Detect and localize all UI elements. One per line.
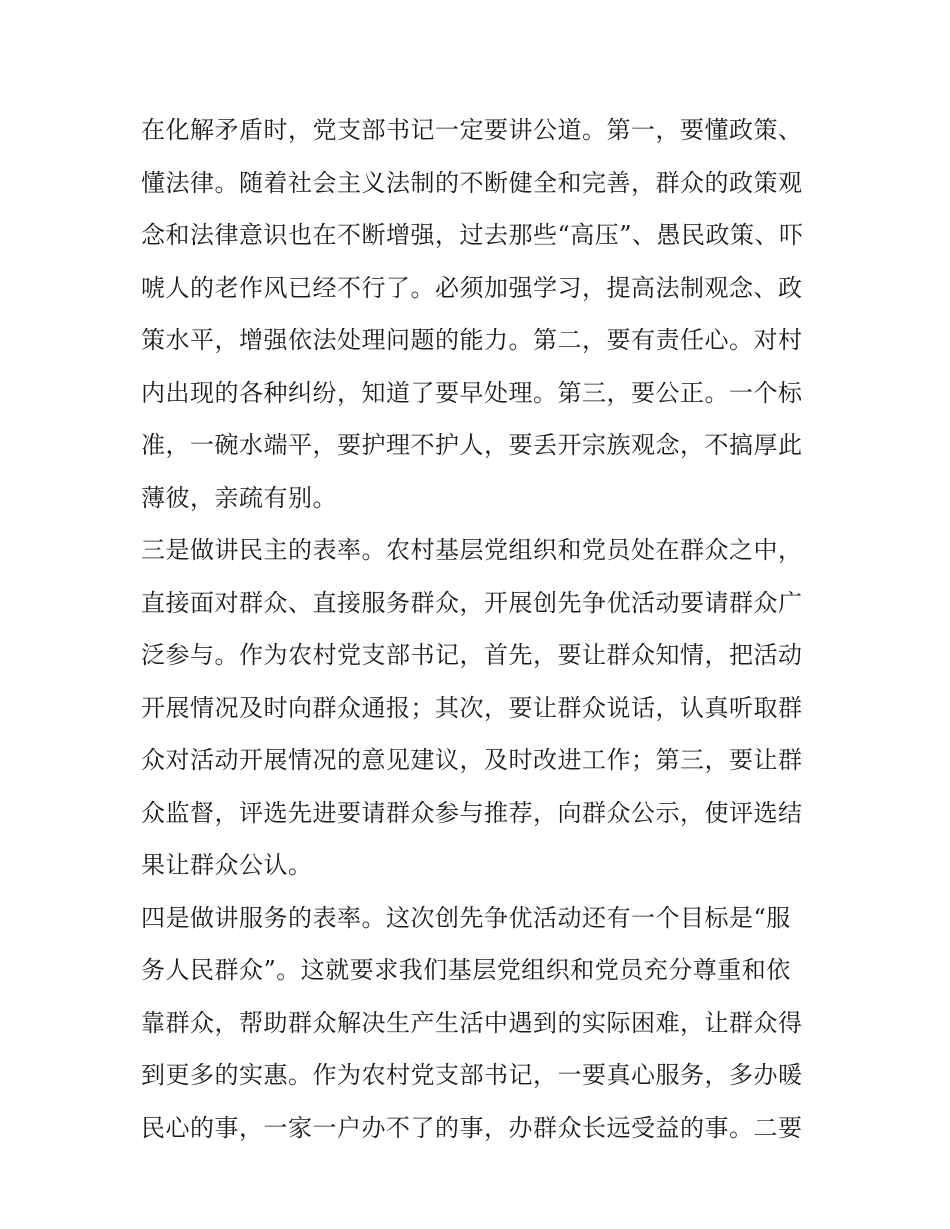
text-line: 民心的事，一家一户办不了的事，办群众长远受益的事。二要 (141, 1113, 803, 1142)
text-line: 薄彼，亲疏有别。 (141, 483, 337, 512)
text-line: 直接面对群众、直接服务群众，开展创先争优活动要请群众广 (141, 588, 803, 617)
text-line: 在化解矛盾时，党支部书记一定要讲公道。第一，要懂政策、 (141, 116, 803, 144)
text-line: 准，一碗水端平，要护理不护人，要丢开宗族观念，不搞厚此 (141, 431, 803, 459)
text-line: 内出现的各种纠纷，知道了要早处理。第三，要公正。一个标 (141, 378, 803, 407)
text-line: 懂法律。随着社会主义法制的不断健全和完善，群众的政策观 (141, 168, 803, 197)
text-line: 四是做讲服务的表率。这次创先争优活动还有一个目标是“服 (141, 903, 791, 932)
text-line: 策水平，增强依法处理问题的能力。第二，要有责任心。对村 (141, 326, 803, 354)
text-line: 到更多的实惠。作为农村党支部书记，一要真心服务，多办暖 (141, 1061, 803, 1089)
text-line: 众对活动开展情况的意见建议，及时改进工作；第三，要让群 (141, 746, 803, 774)
document-body (141, 104, 813, 1154)
text-line: 开展情况及时向群众通报；其次，要让群众说话，认真听取群 (141, 693, 803, 722)
text-line: 三是做讲民主的表率。农村基层党组织和党员处在群众之中， (141, 536, 803, 564)
text-line: 唬人的老作风已经不行了。必须加强学习，提高法制观念、政 (141, 273, 803, 302)
text-line: 泛参与。作为农村党支部书记，首先，要让群众知情，把活动 (141, 641, 803, 669)
text-line: 众监督，评选先进要请群众参与推荐，向群众公示，使评选结 (141, 798, 803, 827)
text-line: 果让群众公认。 (141, 851, 313, 879)
text-line: 务人民群众”。这就要求我们基层党组织和党员充分尊重和依 (141, 956, 791, 984)
text-line: 念和法律意识也在不断增强，过去那些“高压”、愚民政策、吓 (141, 221, 804, 249)
text-line: 靠群众，帮助群众解决生产生活中遇到的实际困难，让群众得 (141, 1008, 803, 1037)
